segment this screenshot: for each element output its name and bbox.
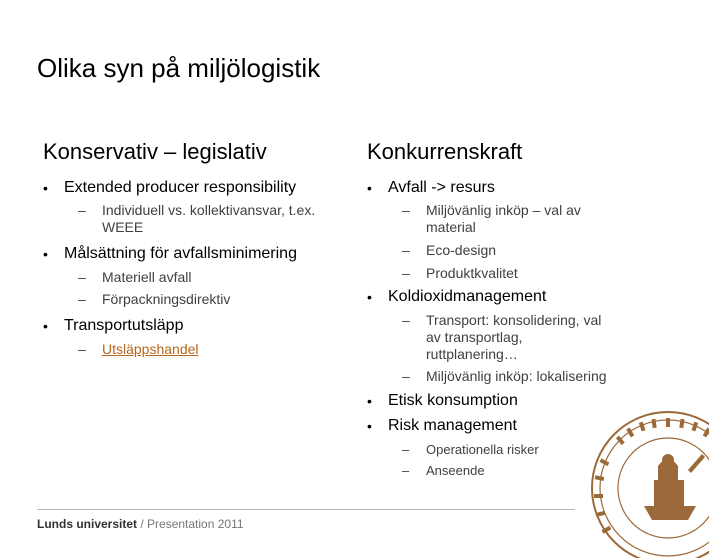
sub-list-item-text: Transport: konsolidering, val av transportlag, ruttplanering… [426, 312, 602, 362]
utslappshandel-link[interactable]: Utsläppshandel [102, 341, 199, 357]
list-item-text: Målsättning för avfallsminimering [64, 245, 297, 262]
list-item-text: Etisk konsumption [388, 392, 518, 409]
sub-list [78, 269, 353, 308]
right-bullet-list [367, 178, 607, 479]
footer-university: Lunds universitet [37, 517, 138, 531]
sub-list-item [78, 269, 353, 286]
footer-presentation: Presentation 2011 [147, 517, 244, 531]
sub-list-item-text: Miljövänlig inköp – val av material [426, 202, 581, 235]
sub-list-item [402, 442, 607, 458]
footer [37, 516, 244, 532]
dash-icon: – [78, 202, 86, 218]
sub-list-item-text: Miljövänlig inköp: lokalisering [426, 368, 607, 384]
left-column-heading: Konservativ – legislativ [43, 139, 267, 164]
footer-divider [37, 509, 575, 510]
sub-list-item [78, 341, 353, 358]
left-bullet-list [43, 178, 353, 358]
sub-list-item-text: Förpackningsdirektiv [102, 291, 231, 307]
sub-list [78, 202, 353, 236]
list-item-text: Extended producer responsibility [64, 179, 297, 196]
bullet-icon: • [367, 418, 372, 434]
dash-icon: – [78, 341, 86, 357]
list-item-text: Avfall -> resurs [388, 179, 495, 196]
sub-list-item-text: Anseende [426, 463, 485, 478]
sub-list-item [402, 265, 607, 282]
dash-icon: – [402, 463, 410, 478]
sub-list-item-text: Materiell avfall [102, 269, 192, 285]
sub-list [402, 442, 607, 479]
list-item [367, 287, 607, 307]
list-item [367, 391, 607, 411]
sub-list-item [78, 291, 353, 308]
dash-icon: – [402, 442, 410, 457]
list-item-text: Koldioxidmanagement [388, 288, 547, 305]
sub-list-item-text: Operationella risker [426, 442, 539, 457]
dash-icon: – [402, 265, 410, 281]
sub-list [402, 312, 607, 385]
dash-icon: – [402, 368, 410, 384]
sub-list-item [402, 368, 607, 385]
university-seal-icon [588, 408, 709, 558]
list-item [43, 316, 353, 336]
left-column [43, 138, 353, 364]
dash-icon: – [402, 312, 410, 328]
bullet-icon: • [367, 289, 372, 305]
sub-list-item-text: Produktkvalitet [426, 265, 518, 281]
list-item [43, 178, 353, 198]
sub-list-item [402, 463, 607, 479]
bullet-icon: • [43, 318, 48, 334]
right-column [367, 138, 607, 485]
sub-list [402, 202, 607, 282]
dash-icon: – [78, 291, 86, 307]
list-item-text: Transportutsläpp [64, 317, 184, 334]
sub-list [78, 341, 353, 358]
bullet-icon: • [367, 393, 372, 409]
dash-icon: – [402, 242, 410, 258]
slide-title: Olika syn på miljölogistik [37, 53, 321, 83]
list-item [367, 416, 607, 436]
list-item [367, 178, 607, 198]
bullet-icon: • [367, 180, 372, 196]
list-item-text: Risk management [388, 417, 517, 434]
list-item [43, 244, 353, 264]
dash-icon: – [402, 202, 410, 218]
sub-list-item [402, 202, 607, 236]
dash-icon: – [78, 269, 86, 285]
bullet-icon: • [43, 246, 48, 262]
right-column-heading: Konkurrenskraft [367, 139, 523, 164]
sub-list-item [402, 242, 607, 259]
sub-list-item [402, 312, 607, 363]
sub-list-item-text: Eco-design [426, 242, 497, 258]
bullet-icon: • [43, 180, 48, 196]
footer-separator: / [137, 517, 148, 531]
sub-list-item-text: Individuell vs. kollektivansvar, t.ex. WEEE [102, 202, 316, 235]
sub-list-item [78, 202, 353, 236]
